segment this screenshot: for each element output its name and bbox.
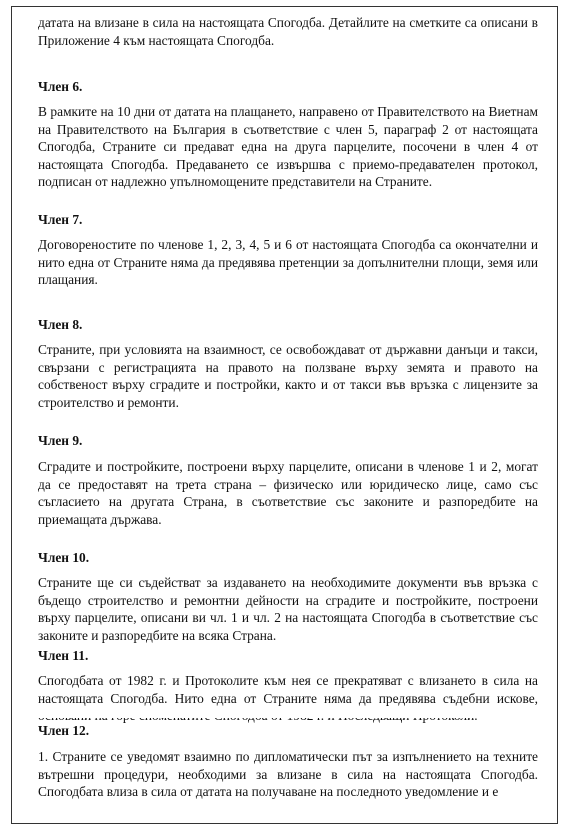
article-9-text: Сградите и постройките, построени върху парцелите, описани в членове 1 и 2, могат да се предоставят на трета страна – физическо или юридическо лице, само със съгласието на другата Страна, в съответствие със законите и разпоредбите на приемащата държава. [38,459,538,527]
article-11-text: Спогодбата от 1982 г. и Протоколите към нея се прекратяват с влизането в сила на настоящата Спогодба. Нито една от Страните няма да предявява съдебни искове, [38,673,538,706]
article-11-heading: Член 11. [38,648,89,663]
article-10-text: Страните ще си съдействат за издаването на необходимите документи във връзка с бъдещо строителство и ремонтни дейности на сградите и постройките, построени върху парцелите, описани ви чл. 1 и чл. 2 на настоящата Спогодба в съответствие със законите и разпоредбите на всяка Страна. [38,575,538,643]
article-6-text: В рамките на 10 дни от датата на плащането, направено от Правителството на Виетнам на Правителството на България в съответствие с член 5, параграф 2 от настоящата Спогодба, Страните си предават една на друга парцелите, посочени в член 4 от настоящата Спогодба. Предаването се извършва с приемо-предавателен протокол, подписан от надлежно упълномощените представители на Страните. [38,104,538,189]
article-8-heading: Член 8. [38,317,83,332]
article-12-heading: Член 12. [38,723,90,738]
article-6-heading: Член 6. [38,79,83,94]
intro-paragraph: датата на влизане в сила на настоящата Спогодба. Детайлите на сметките са описани в Приложение 4 към настоящата Спогодба. [38,15,538,48]
article-8-text: Страните, при условията на взаимност, се освобождават от държавни данъци и такси, свързани с регистрацията на правото на ползване върху земята и правото на собственост върху сградите и постройки, както и от такси във връзка с лицензите за строителство и ремонти. [38,342,538,410]
article-9-heading: Член 9. [38,433,83,448]
article-7-text: Договореностите по членове 1, 2, 3, 4, 5 и 6 от настоящата Спогодба са окончателни и нито една от Страните няма да предявява претенции за допълнителни площи, земя или плащания. [38,237,538,287]
page-cut-gap [20,708,550,718]
article-12-text: 1. Страните се уведомят взаимно по дипломатически път за изпълнението на техните вътрешни процедури, необходими за влизане в сила на настоящата Спогодба. Спогодбата влиза в сила от датата на получаване на последното уведомление и е [38,749,538,799]
article-7-heading: Член 7. [38,212,83,227]
article-10-heading: Член 10. [38,550,90,565]
